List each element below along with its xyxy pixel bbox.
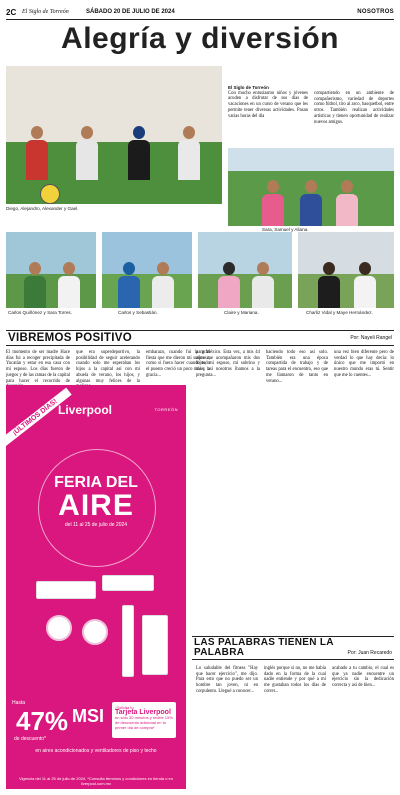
air-conditioner-icon bbox=[102, 575, 154, 591]
section-bar-palabras bbox=[192, 636, 394, 660]
ad-aire-label: AIRE bbox=[58, 489, 134, 522]
ad-percent: 47% bbox=[16, 706, 69, 736]
air-conditioner-icon bbox=[36, 581, 96, 599]
intro-text-1: Con mucho entusiasmo niños y jóvenes acuden a disfrutar de sus días de vacaciones en un curso de verano que les permite tener diversas actividades. Pasan varias horas del día bbox=[228, 90, 308, 119]
photo-group-1 bbox=[6, 66, 222, 204]
photo-caption-2: Sara, Samuel y Aliana. bbox=[262, 227, 309, 232]
ad-ribbon: ¡ÚLTIMOS DÍAS! bbox=[0, 387, 72, 447]
ad-msi: MSI bbox=[72, 706, 105, 726]
intro-column-1 bbox=[228, 85, 308, 119]
liverpool-ad[interactable] bbox=[6, 385, 186, 789]
page-number: 2C bbox=[6, 8, 17, 17]
photo-group-2 bbox=[228, 148, 394, 226]
intro-text-2: compartiendo en un ambiente de compañerismo, variedad de deportes como fútbol, tiro al arco, basquetbol, entre otros. También realizan actividades artísticas y tienen oportunidad de realizar nuevos amigos. bbox=[314, 91, 394, 125]
section-name: NOSOTROS bbox=[357, 9, 394, 15]
fan-icon bbox=[82, 619, 108, 645]
ad-category: en aires acondicionados y ventiladores de piso y techo bbox=[35, 748, 157, 754]
byline-palabras: Por: Juan Recaredo bbox=[347, 650, 392, 656]
photo-group-4 bbox=[102, 232, 192, 308]
ad-card-brand: Tarjeta Liverpool bbox=[115, 709, 171, 716]
vibremos-col-3: embarazo, cuando fuí la gran fiesta que me dieron mi sorpresa, como si fuera hacer cuando todo el puesto creció un poco más y la gracia... bbox=[146, 350, 210, 378]
ad-store: TORREÓN bbox=[154, 407, 178, 412]
ad-discount-label: de descuento* bbox=[14, 736, 46, 742]
ad-card-title: ¡Solicita tu bbox=[115, 705, 134, 710]
palabras-col-2: inglés porque si no, no me había dado en la forma de la cual nadie entiende y por qué a mí me gustaban todos los días de correr... bbox=[264, 666, 326, 694]
soccer-ball-icon bbox=[40, 184, 60, 204]
paper-name: El Siglo de Torreón bbox=[22, 9, 69, 15]
ad-terms: Vigencia del 11 al 25 de julio de 2024. *Consulta términos y condiciones en tienda o en liverpool.com.mx bbox=[19, 776, 173, 786]
fan-icon bbox=[46, 615, 72, 641]
ad-card-text: en sólo 30 minutos y recibe 15% de descuento adicional en tu primer día de compra* bbox=[115, 715, 173, 730]
photo-group-5 bbox=[198, 232, 292, 308]
ad-hasta: Hasta bbox=[12, 700, 26, 706]
ad-products bbox=[6, 575, 186, 695]
photo-caption-1: Diego, Alejandro, Alexander y Gael. bbox=[6, 206, 79, 211]
photo-caption-3: Carlos Quiñónez y Sara Torres. bbox=[8, 310, 72, 315]
page-headline: Alegría y diversión bbox=[61, 22, 339, 55]
vibremos-col-1: El momento de ser madre Hace días fui a recoger precipitada de Yucatán y estar en esa casa con mi esposo. Los días fueron de juegos y de las ramas de la capital para hacer el recorrido de bbox=[6, 350, 70, 384]
issue-date: SÁBADO 20 DE JULIO DE 2024 bbox=[86, 9, 175, 15]
column-title-palabras: LAS PALABRAS TIENEN LA PALABRA bbox=[194, 637, 334, 658]
palabras-col-1: Lo saludable del fitness "Hay que hacer ejercicio", me dijo. Para esto que no puedo ser un hombre tan joven, ni en corpulento. Llegué a conocer... bbox=[196, 666, 258, 694]
ad-card-promo[interactable] bbox=[112, 702, 176, 738]
tower-fan-icon bbox=[122, 605, 134, 677]
ad-feria-label: FERIA DEL bbox=[54, 474, 138, 491]
intro-lead: El Siglo de Torreón bbox=[228, 85, 269, 90]
page-header bbox=[6, 6, 394, 20]
palabras-col-3: acabado a tu cambio, el cual es que ya nadie encuentre un ejercicio sin la dedicación correcta y así de bien... bbox=[332, 666, 394, 689]
vibremos-col-5: haciendo todo eso así solo. También era una época compartida de trabajo y de tareas para el encuentro, eso que me llamaron de tanto en verano... bbox=[266, 350, 328, 384]
vibremos-col-4: para México. Esta vez, a mis 44 años me acompañaron mis dos hijos, mi esposo, mi sobrino y más, así nosotros íbamos a la pregunta... bbox=[196, 350, 260, 378]
byline-vibremos: Por: Nayeli Rangel bbox=[350, 335, 392, 341]
photo-group-3 bbox=[6, 232, 96, 308]
photo-group-6 bbox=[298, 232, 394, 308]
column-title-vibremos: VIBREMOS POSITIVO bbox=[8, 332, 132, 344]
ad-offer bbox=[12, 700, 180, 786]
vibremos-col-6: una vez bien diferente pero de verdad lo que hay decía: lo único que me importó en nuestro mundo eras tú. Sentir que me lo cuentes... bbox=[334, 350, 394, 378]
ad-brand: Liverpool bbox=[58, 403, 113, 417]
photo-caption-4: Carlos y Sebastián. bbox=[118, 310, 158, 315]
portable-ac-icon bbox=[142, 615, 168, 675]
photo-caption-6: Charliz Vidal y Maye Hernández. bbox=[306, 310, 373, 315]
vibremos-col-2: que era superdeportivo, la posibilidad de seguir acelerando cuando solo me esperaban los hijos a la capital así con mi abuela de verano, los hijos, y algunas muy felices de la bbox=[76, 350, 140, 384]
section-bar-vibremos bbox=[6, 330, 394, 346]
ad-dates: del 11 al 25 de julio de 2024 bbox=[64, 522, 128, 528]
photo-caption-5: Claire y Mariana. bbox=[224, 310, 259, 315]
